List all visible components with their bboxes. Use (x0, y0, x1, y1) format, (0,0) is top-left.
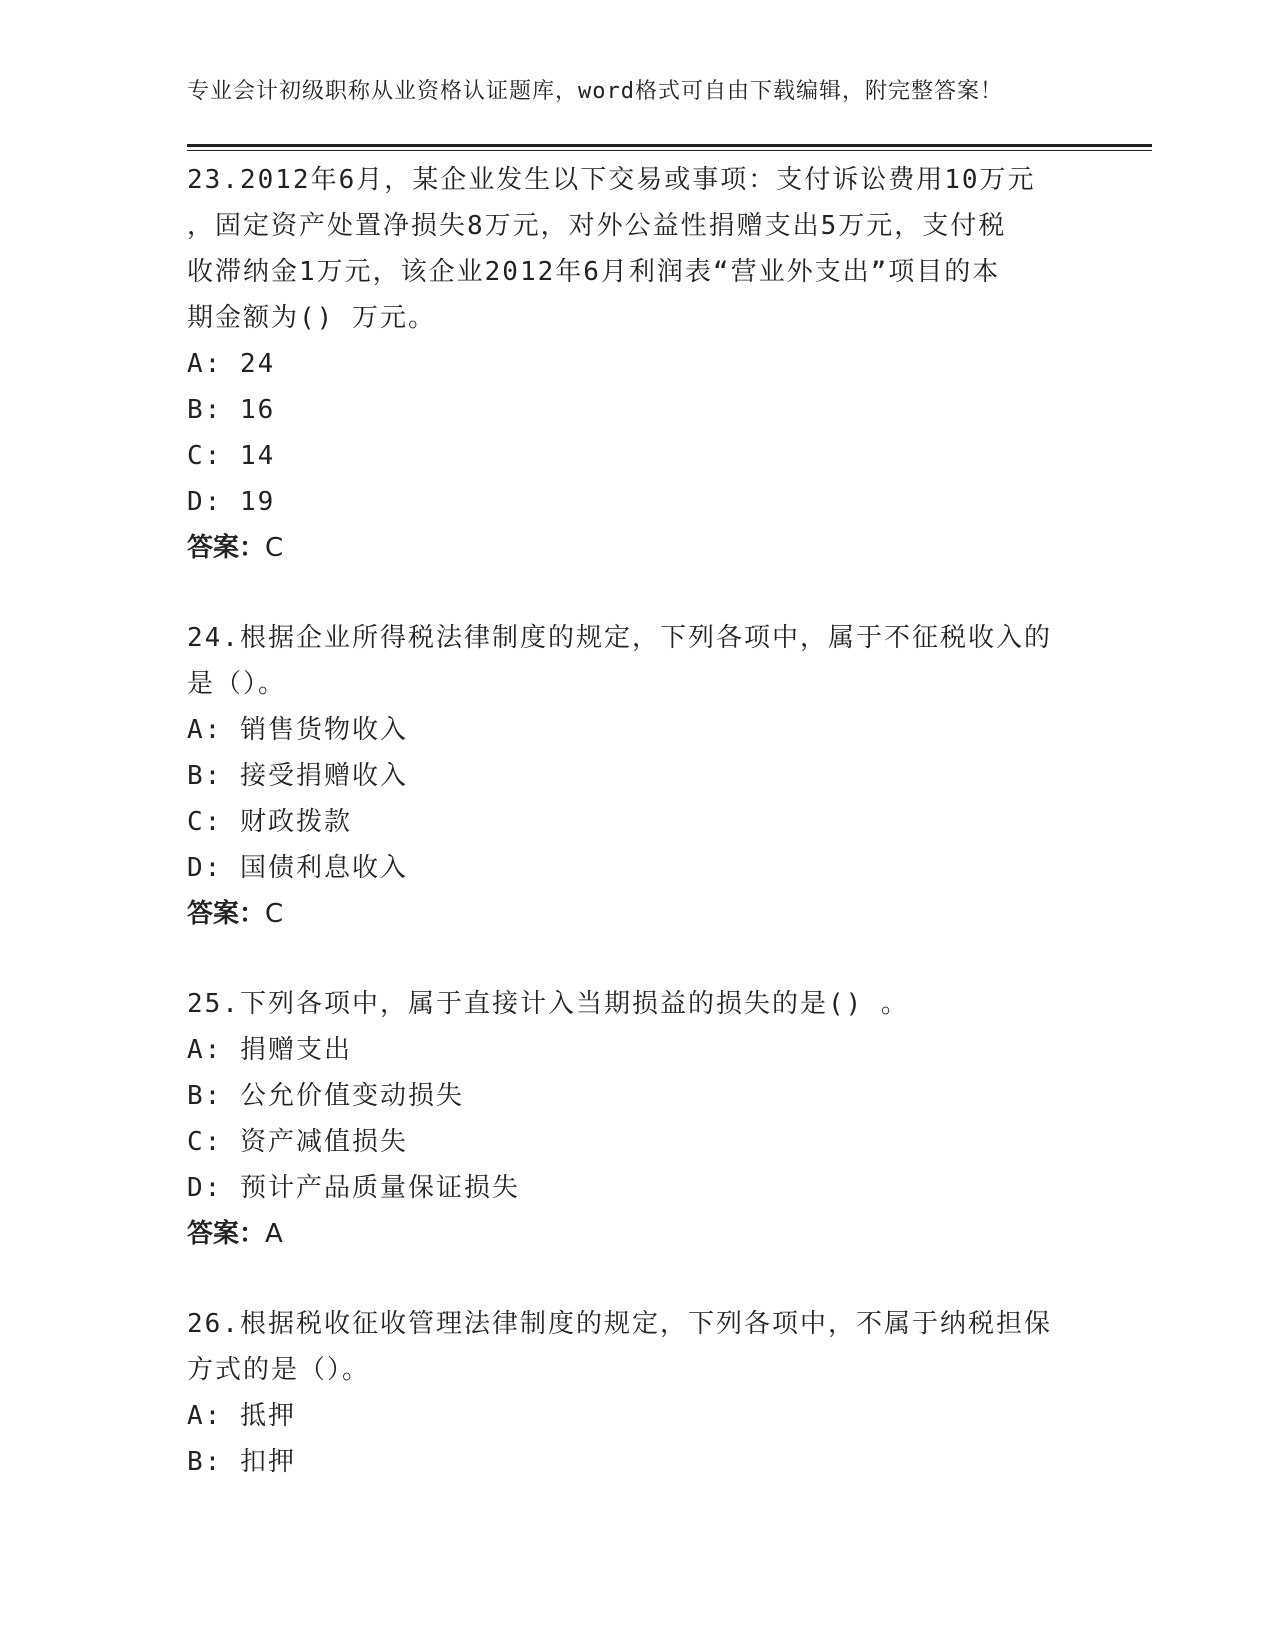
question-text-line: 收滞纳金1万元，该企业2012年6月利润表“营业外支出”项目的本 (187, 257, 1001, 287)
option-c: C: 资产减值损失 (187, 1127, 408, 1157)
answer-label: 答案： (187, 899, 266, 929)
question-list (187, 157, 1087, 1529)
option-a: A: 捐赠支出 (187, 1035, 352, 1065)
answer (187, 891, 1087, 937)
option-a: A: 销售货物收入 (187, 715, 408, 745)
answer-value: C (265, 533, 284, 563)
option-b: B: 16 (187, 395, 276, 425)
question-text-line: 26.根据税收征收管理法律制度的规定，下列各项中，不属于纳税担保 (187, 1309, 1052, 1339)
question-26 (187, 1301, 1087, 1485)
answer-value: C (265, 899, 284, 929)
option-c: C: 14 (187, 441, 276, 471)
question-23 (187, 157, 1087, 571)
option-d: D: 国债利息收入 (187, 853, 408, 883)
option-b: B: 扣押 (187, 1447, 296, 1477)
option-b: B: 公允价值变动损失 (187, 1081, 464, 1111)
question-text-line: 23.2012年6月，某企业发生以下交易或事项：支付诉讼费用10万元 (187, 165, 1036, 195)
answer-label: 答案： (187, 1219, 266, 1249)
answer-value: A (265, 1219, 283, 1249)
question-text-line: 方式的是（）。 (187, 1355, 371, 1385)
question-25 (187, 981, 1087, 1257)
option-a: A: 抵押 (187, 1401, 296, 1431)
option-d: D: 预计产品质量保证损失 (187, 1173, 520, 1203)
question-text-line: 是（）。 (187, 669, 287, 699)
answer (187, 525, 1087, 571)
answer-label: 答案： (187, 533, 266, 563)
option-b: B: 接受捐赠收入 (187, 761, 408, 791)
question-text-line: ，固定资产处置净损失8万元，对外公益性捐赠支出5万元，支付税 (187, 211, 1007, 241)
option-c: C: 财政拨款 (187, 807, 352, 837)
option-d: D: 19 (187, 487, 276, 517)
option-a: A: 24 (187, 349, 276, 379)
question-24 (187, 615, 1087, 937)
header-rule-thin (187, 150, 1152, 151)
question-text-line: 25.下列各项中，属于直接计入当期损益的损失的是() 。 (187, 989, 909, 1019)
page-header: 专业会计初级职称从业资格认证题库，word格式可自由下载编辑，附完整答案！ (187, 79, 1003, 104)
header-rule-thick (187, 144, 1152, 147)
question-text-line: 24.根据企业所得税法律制度的规定，下列各项中，属于不征税收入的 (187, 623, 1052, 653)
question-text-line: 期金额为() 万元。 (187, 303, 436, 333)
answer (187, 1211, 1087, 1257)
